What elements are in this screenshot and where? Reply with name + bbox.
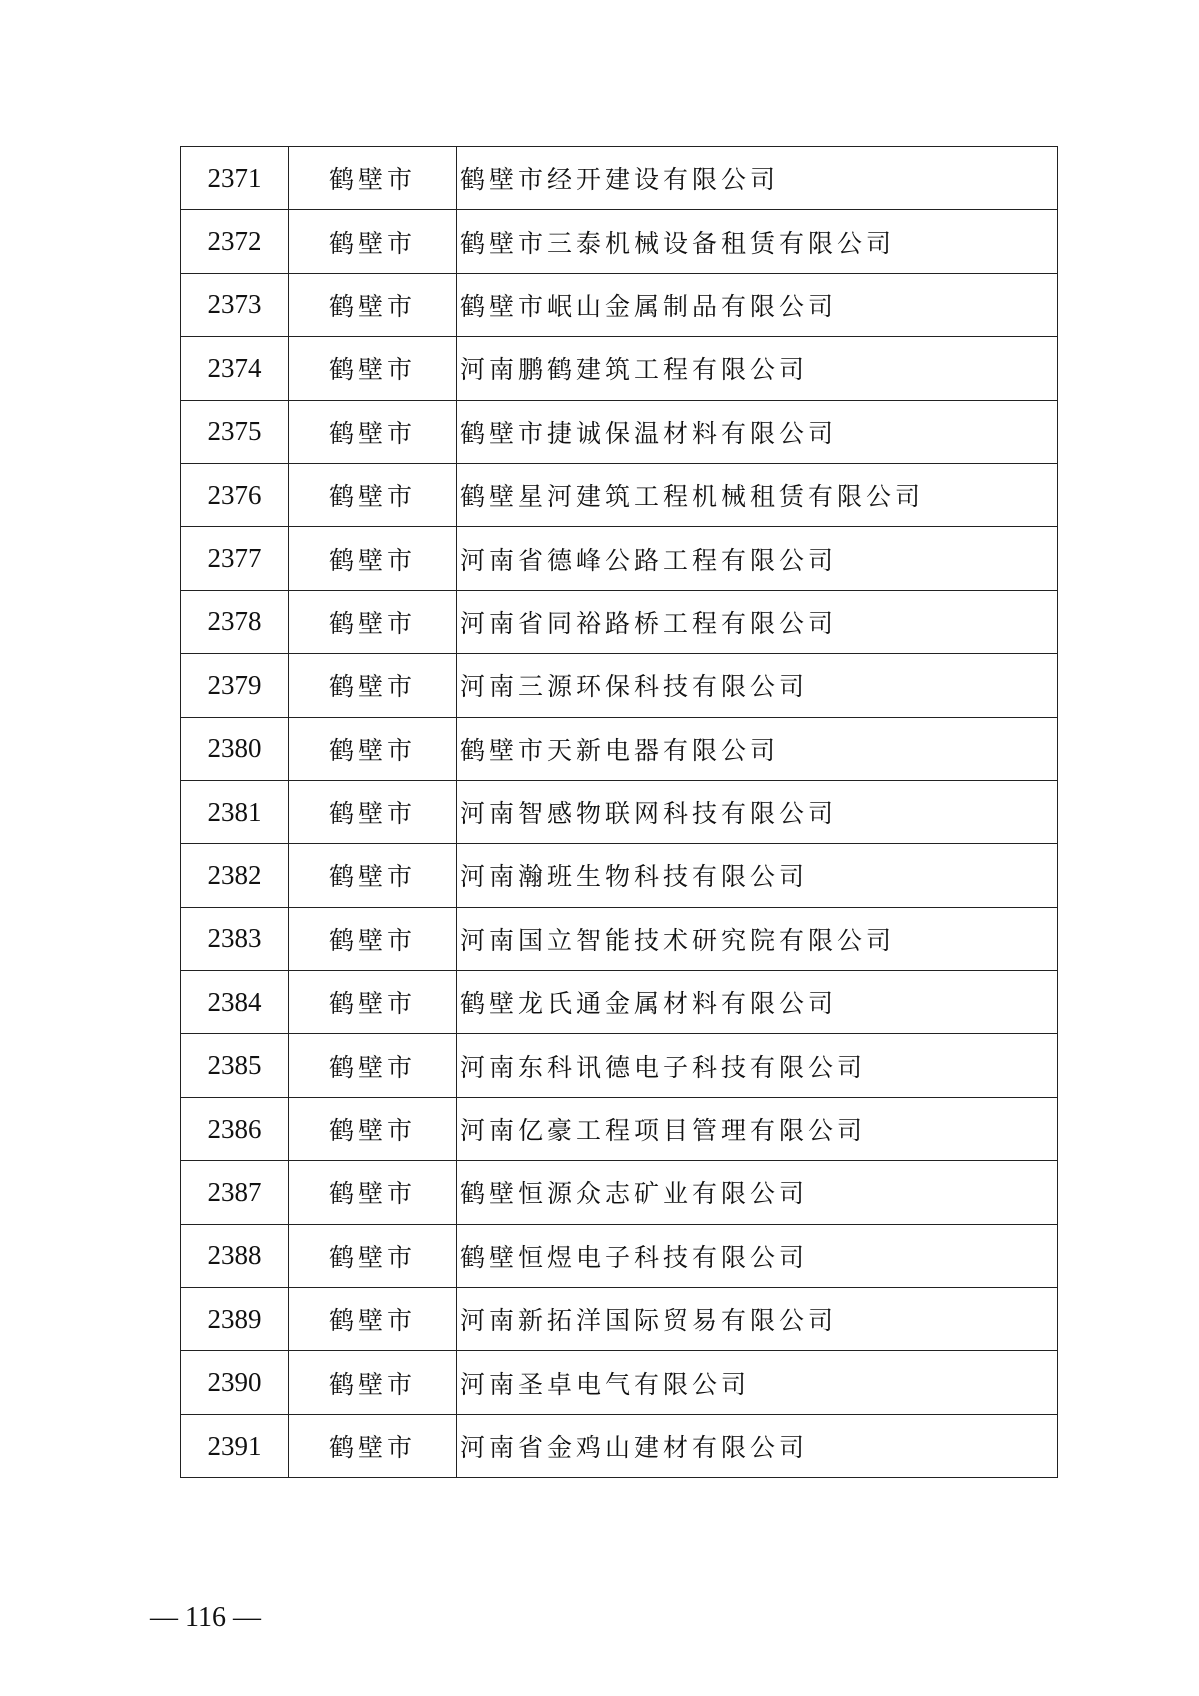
table-row — [181, 210, 1058, 273]
company-name-cell: 河南亿豪工程项目管理有限公司 — [457, 1097, 1058, 1160]
city-cell: 鹤壁市 — [289, 1097, 457, 1160]
row-number-cell: 2388 — [181, 1224, 289, 1287]
row-number-cell: 2387 — [181, 1161, 289, 1224]
page-number: — 116 — — [150, 1602, 261, 1633]
company-name-cell: 鹤壁恒煜电子科技有限公司 — [457, 1224, 1058, 1287]
company-list-table — [180, 146, 1058, 1478]
city-cell: 鹤壁市 — [289, 907, 457, 970]
city-cell: 鹤壁市 — [289, 780, 457, 843]
company-name-cell: 河南智感物联网科技有限公司 — [457, 780, 1058, 843]
table-row — [181, 463, 1058, 526]
row-number-cell: 2385 — [181, 1034, 289, 1097]
row-number-cell: 2371 — [181, 147, 289, 210]
city-cell: 鹤壁市 — [289, 1288, 457, 1351]
city-cell: 鹤壁市 — [289, 463, 457, 526]
table-row — [181, 907, 1058, 970]
table-row — [181, 527, 1058, 590]
row-number-cell: 2391 — [181, 1414, 289, 1477]
company-name-cell: 鹤壁恒源众志矿业有限公司 — [457, 1161, 1058, 1224]
company-name-cell: 河南省同裕路桥工程有限公司 — [457, 590, 1058, 653]
row-number-cell: 2376 — [181, 463, 289, 526]
row-number-cell: 2389 — [181, 1288, 289, 1351]
table-row — [181, 1288, 1058, 1351]
table-row — [181, 1034, 1058, 1097]
table-row — [181, 1351, 1058, 1414]
company-name-cell: 鹤壁市捷诚保温材料有限公司 — [457, 400, 1058, 463]
row-number-cell: 2377 — [181, 527, 289, 590]
table-row — [181, 1097, 1058, 1160]
company-name-cell: 鹤壁龙氏通金属材料有限公司 — [457, 971, 1058, 1034]
company-name-cell: 鹤壁星河建筑工程机械租赁有限公司 — [457, 463, 1058, 526]
table-row — [181, 1224, 1058, 1287]
row-number-cell: 2374 — [181, 337, 289, 400]
company-name-cell: 河南三源环保科技有限公司 — [457, 654, 1058, 717]
city-cell: 鹤壁市 — [289, 147, 457, 210]
city-cell: 鹤壁市 — [289, 400, 457, 463]
row-number-cell: 2386 — [181, 1097, 289, 1160]
table-row — [181, 400, 1058, 463]
row-number-cell: 2380 — [181, 717, 289, 780]
company-name-cell: 鹤壁市天新电器有限公司 — [457, 717, 1058, 780]
row-number-cell: 2390 — [181, 1351, 289, 1414]
table-row — [181, 654, 1058, 717]
city-cell: 鹤壁市 — [289, 717, 457, 780]
table-row — [181, 780, 1058, 843]
company-name-cell: 河南新拓洋国际贸易有限公司 — [457, 1288, 1058, 1351]
table-row — [181, 1414, 1058, 1477]
table-row — [181, 273, 1058, 336]
company-name-cell: 河南圣卓电气有限公司 — [457, 1351, 1058, 1414]
company-name-cell: 河南国立智能技术研究院有限公司 — [457, 907, 1058, 970]
table-row — [181, 971, 1058, 1034]
row-number-cell: 2373 — [181, 273, 289, 336]
company-name-cell: 河南东科讯德电子科技有限公司 — [457, 1034, 1058, 1097]
row-number-cell: 2378 — [181, 590, 289, 653]
table-row — [181, 1161, 1058, 1224]
table-row — [181, 844, 1058, 907]
city-cell: 鹤壁市 — [289, 654, 457, 717]
city-cell: 鹤壁市 — [289, 527, 457, 590]
city-cell: 鹤壁市 — [289, 1224, 457, 1287]
company-name-cell: 鹤壁市岷山金属制品有限公司 — [457, 273, 1058, 336]
city-cell: 鹤壁市 — [289, 590, 457, 653]
row-number-cell: 2379 — [181, 654, 289, 717]
city-cell: 鹤壁市 — [289, 1414, 457, 1477]
company-list-body — [181, 147, 1058, 1478]
company-name-cell: 鹤壁市经开建设有限公司 — [457, 147, 1058, 210]
table-row — [181, 717, 1058, 780]
row-number-cell: 2372 — [181, 210, 289, 273]
row-number-cell: 2381 — [181, 780, 289, 843]
city-cell: 鹤壁市 — [289, 1351, 457, 1414]
city-cell: 鹤壁市 — [289, 1034, 457, 1097]
company-name-cell: 河南省金鸡山建材有限公司 — [457, 1414, 1058, 1477]
company-name-cell: 鹤壁市三泰机械设备租赁有限公司 — [457, 210, 1058, 273]
company-name-cell: 河南省德峰公路工程有限公司 — [457, 527, 1058, 590]
company-name-cell: 河南瀚班生物科技有限公司 — [457, 844, 1058, 907]
company-name-cell: 河南鹏鹤建筑工程有限公司 — [457, 337, 1058, 400]
row-number-cell: 2384 — [181, 971, 289, 1034]
table-row — [181, 590, 1058, 653]
city-cell: 鹤壁市 — [289, 844, 457, 907]
city-cell: 鹤壁市 — [289, 971, 457, 1034]
row-number-cell: 2375 — [181, 400, 289, 463]
city-cell: 鹤壁市 — [289, 337, 457, 400]
row-number-cell: 2382 — [181, 844, 289, 907]
city-cell: 鹤壁市 — [289, 273, 457, 336]
row-number-cell: 2383 — [181, 907, 289, 970]
table-row — [181, 337, 1058, 400]
city-cell: 鹤壁市 — [289, 210, 457, 273]
table-row — [181, 147, 1058, 210]
city-cell: 鹤壁市 — [289, 1161, 457, 1224]
